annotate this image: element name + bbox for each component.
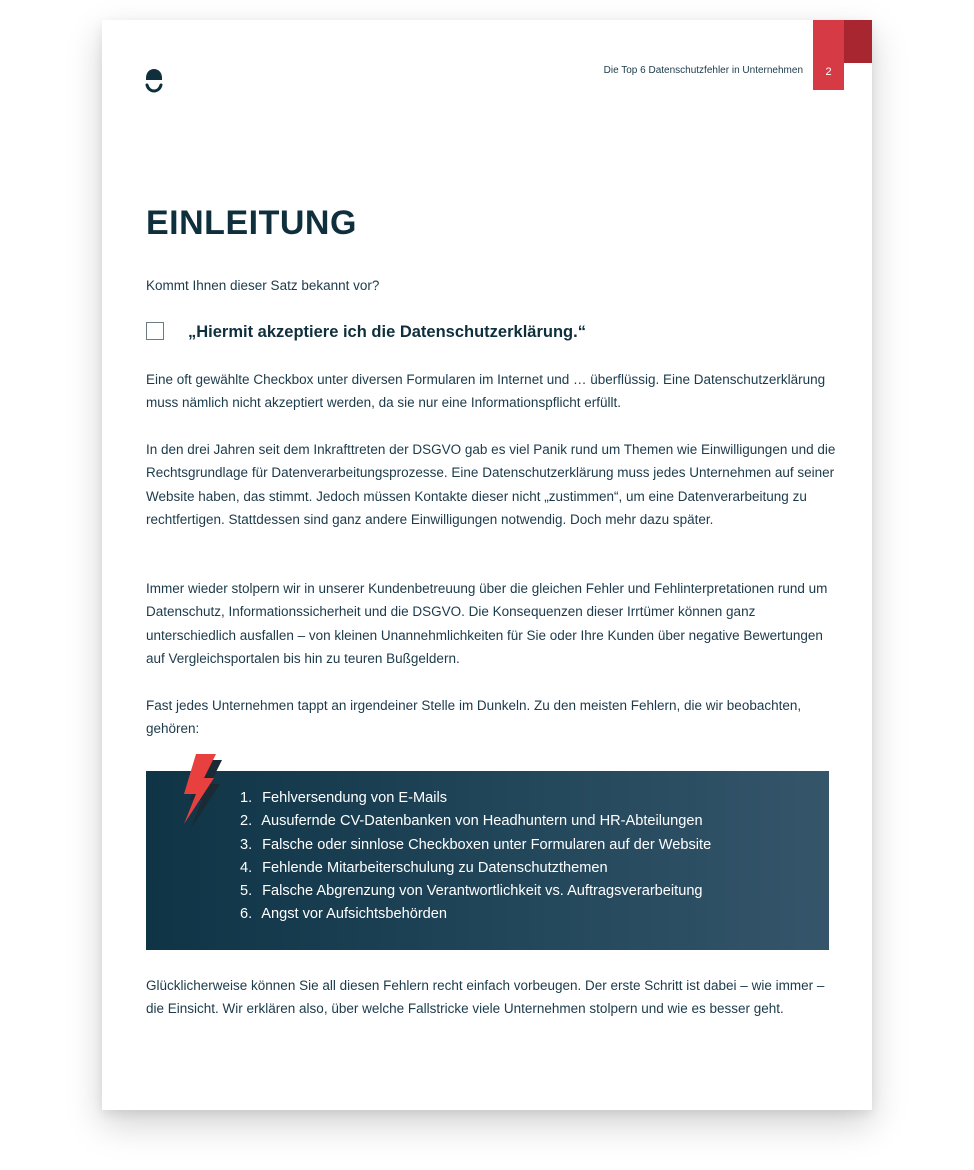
running-header-title: Die Top 6 Datenschutzfehler in Unternehmen bbox=[603, 65, 803, 76]
page-number-tab bbox=[813, 20, 844, 90]
consent-checkbox-illustration bbox=[146, 322, 164, 340]
paragraph-4: Fast jedes Unternehmen tappt an irgendeiner Stelle im Dunkeln. Zu den meisten Fehlern, die wir beobachten, gehören: bbox=[146, 698, 802, 737]
paragraph-3: Immer wieder stolpern wir in unserer Kundenbetreuung über die gleichen Fehler und Fehlinterpretationen rund um Datenschutz, Informationssicherheit und die DSGVO. Die Konsequenzen dieser Irrtümer können ganz unterschiedlich ausfallen – von kleinen Unannehmlichkeiten für Sie oder Ihre Kunden über negative Bewertungen auf Vergleichsportalen bis hin zu teuren Bußgeldern. bbox=[146, 581, 828, 666]
lightning-bolt-icon bbox=[168, 754, 224, 830]
corner-tab-accent bbox=[844, 20, 872, 63]
mistakes-list bbox=[240, 787, 711, 927]
intro-text: Kommt Ihnen dieser Satz bekannt vor? bbox=[146, 278, 380, 293]
page-number: 2 bbox=[825, 66, 832, 78]
company-logo-icon bbox=[144, 64, 164, 94]
document-page bbox=[102, 20, 872, 1110]
list-item: 6. Angst vor Aufsichtsbehörden bbox=[240, 906, 448, 923]
paragraph-1: Eine oft gewählte Checkbox unter diversen Formularen im Internet und … überflüssig. Eine Datenschutzerklärung muss nämlich nicht akzeptiert werden, da sie nur eine Informationspflicht erfüllt. bbox=[146, 372, 826, 411]
list-item: 1. Fehlversendung von E-Mails bbox=[240, 790, 448, 806]
consent-quote: „Hiermit akzeptiere ich die Datenschutzerklärung.“ bbox=[188, 323, 586, 341]
paragraph-2: In den drei Jahren seit dem Inkrafttreten der DSGVO gab es viel Panik rund um Themen wie Einwilligungen und die Rechtsgrundlage für Datenverarbeitungsprozesse. Eine Datenschutzerklärung muss jedes Unternehmen auf seiner Website haben, das stimmt. Jedoch müssen Kontakte dieser nicht „zustimmen“, um eine Datenverarbeitung zu rechtfertigen. Stattdessen sind ganz andere Einwilligungen notwendig. Doch mehr dazu später. bbox=[146, 442, 836, 527]
mistakes-list-box bbox=[146, 771, 829, 950]
page-heading: EINLEITUNG bbox=[146, 204, 357, 242]
list-item: 3. Falsche oder sinnlose Checkboxen unter Formularen auf der Website bbox=[240, 836, 712, 853]
closing-paragraph: Glücklicherweise können Sie all diesen Fehlern recht einfach vorbeugen. Der erste Schritt ist dabei – wie immer – die Einsicht. Wir erklären also, über welche Fallstricke viele Unternehmen stolpern und wie es besser geht. bbox=[146, 978, 825, 1017]
list-item: 4. Fehlende Mitarbeiterschulung zu Datenschutzthemen bbox=[240, 859, 608, 876]
list-item: 2. Ausufernde CV-Datenbanken von Headhuntern und HR-Abteilungen bbox=[240, 813, 703, 830]
list-item: 5. Falsche Abgrenzung von Verantwortlichkeit vs. Auftragsverarbeitung bbox=[240, 883, 703, 900]
